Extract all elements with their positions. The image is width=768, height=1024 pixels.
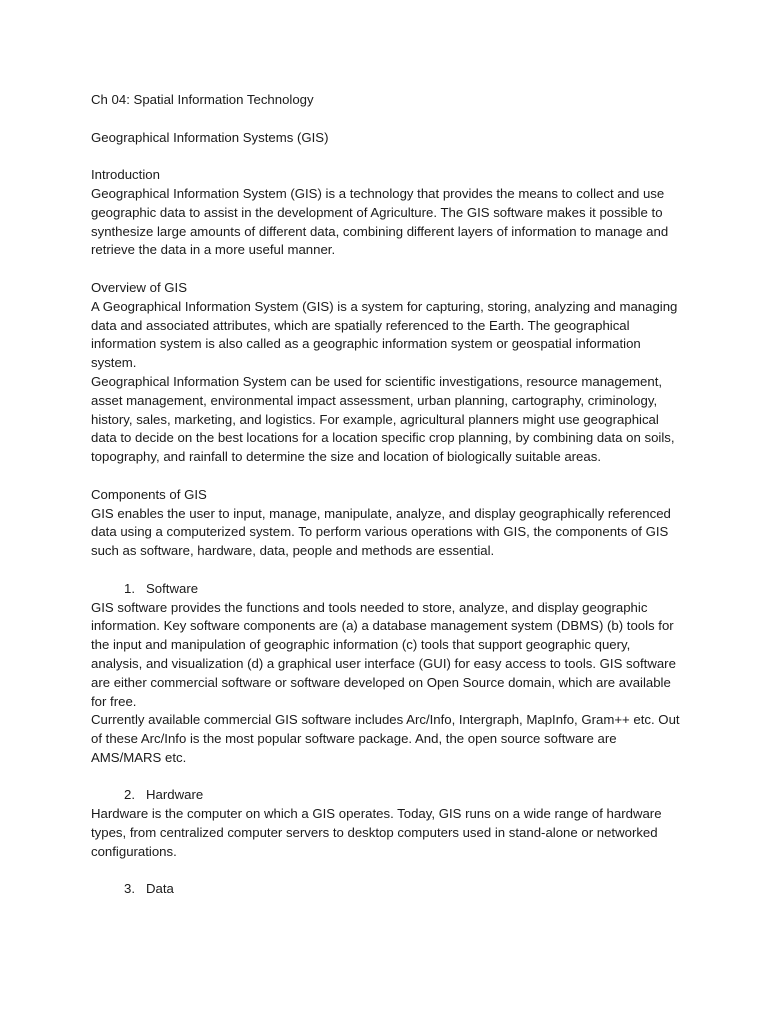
section-title: Geographical Information Systems (GIS) <box>91 129 329 145</box>
components-heading: Components of GIS <box>91 486 207 502</box>
components-paragraph: GIS enables the user to input, manage, manipulate, analyze, and display geographically referenced data using a computerized system. To perform various operations with GIS, the components of GIS such as software, hardware, data, people and methods are essential. <box>91 505 671 559</box>
introduction-paragraph: Geographical Information System (GIS) is a technology that provides the means to collect and use geographic data to assist in the development of Agriculture. The GIS software makes it possible to synthesize large amounts of different data, combining different layers of information to manage and retrieve the data in a more useful manner. <box>91 185 669 258</box>
data-item <box>91 880 681 899</box>
overview-heading: Overview of GIS <box>91 279 188 295</box>
list-number: 2. <box>124 787 135 803</box>
overview-paragraph: Geographical Information System can be used for scientific investigations, resource management, asset management, environmental impact assessment, urban planning, cartography, criminology, history, sales, marketing, and logistics. For example, agricultural planners might use geographical data to decide on the best locations for a location specific crop planning, by combining data on soils, topography, and rainfall to determine the size and location of biologically suitable areas. <box>91 373 675 465</box>
list-title: Data <box>146 881 174 897</box>
section-title-block <box>91 129 681 148</box>
list-number: 3. <box>124 881 135 897</box>
hardware-heading <box>91 786 681 805</box>
chapter-title-block <box>91 91 681 110</box>
hardware-paragraph: Hardware is the computer on which a GIS operates. Today, GIS runs on a wide range of hardware types, from centralized computer servers to desktop computers used in stand-alone or networked configurations. <box>91 806 662 859</box>
hardware-item <box>91 786 681 861</box>
data-heading <box>91 880 681 899</box>
introduction-heading: Introduction <box>91 167 160 183</box>
software-paragraph: GIS software provides the functions and tools needed to store, analyze, and display geographic information. Key software components are (a) a database management system (DBMS) (b) tools for the input and manipulation of geographic information (c) tools that support geographic query, analysis, and visualization (d) a graphical user interface (GUI) for easy access to tools. GIS software are either commercial software or software developed on Open Source domain, which are available for free. <box>91 599 676 709</box>
components-section <box>91 486 681 561</box>
introduction-section <box>91 166 681 260</box>
document-body <box>91 91 681 918</box>
overview-section <box>91 279 681 467</box>
overview-paragraph: A Geographical Information System (GIS) is a system for capturing, storing, analyzing and managing data and associated attributes, which are spatially referenced to the Earth. The geographical information system is also called as a geographic information system or geospatial information system. <box>91 298 678 371</box>
chapter-title: Ch 04: Spatial Information Technology <box>91 92 314 107</box>
list-title: Software <box>146 580 199 596</box>
software-item <box>91 580 681 768</box>
software-heading <box>91 580 681 599</box>
list-number: 1. <box>124 580 135 596</box>
software-paragraph: Currently available commercial GIS software includes Arc/Info, Intergraph, MapInfo, Gram++ etc. Out of these Arc/Info is the most popular software package. And, the open source software are AMS/MARS etc. <box>91 712 680 765</box>
list-title: Hardware <box>146 787 204 803</box>
